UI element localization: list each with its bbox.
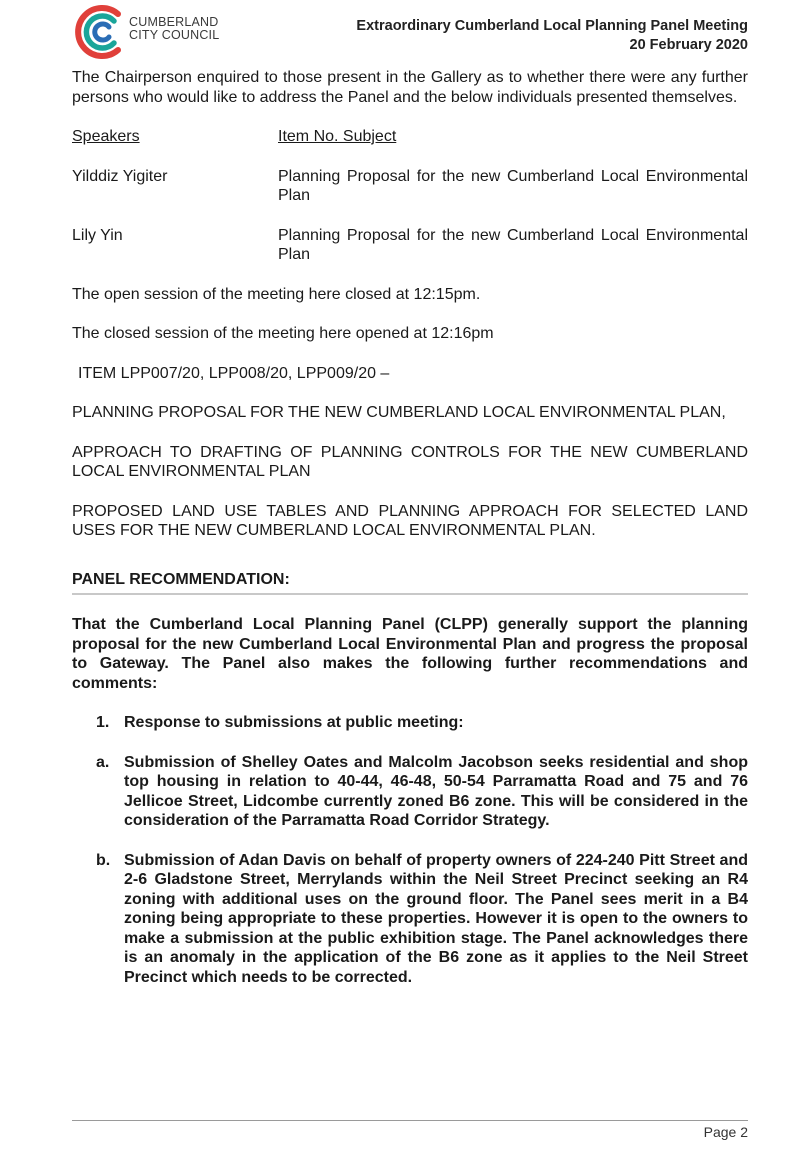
speakers-header: Speakers xyxy=(72,128,140,145)
speaker-subject: Planning Proposal for the new Cumberland Local Environmental Plan xyxy=(278,226,748,263)
item-title-1: PLANNING PROPOSAL FOR THE NEW CUMBERLAND LOCAL ENVIRONMENTAL PLAN, xyxy=(72,404,726,421)
speakers-header-row xyxy=(72,127,748,147)
speaker-row xyxy=(72,167,748,206)
footer-divider xyxy=(72,1120,748,1121)
list-item xyxy=(72,753,748,831)
meeting-date: 20 February 2020 xyxy=(629,37,748,53)
list-text: Submission of Adan Davis on behalf of property owners of 224-240 Pitt Street and 2-6 Gladstone Street, Merrylands within the Neil Street Precinct seeking an R4 zoning with additional uses on the ground floor. The Panel sees merit in a B4 zoning being appropriate to these properties. However it is open to the owners to make a submission at the public exhibition stage. The Panel acknowledges there is an anomaly in the application of the B6 zone as it applies to the Neil Street Precinct which needs to be corrected. xyxy=(124,851,748,986)
logo-line-2: CITY COUNCIL xyxy=(129,28,220,42)
speaker-name: Lily Yin xyxy=(72,226,123,244)
intro-paragraph: The Chairperson enquired to those present in the Gallery as to whether there were any further persons who would like to address the Panel and the below individuals presented themselves. xyxy=(72,69,748,106)
item-line: ITEM LPP007/20, LPP008/20, LPP009/20 – xyxy=(78,364,390,382)
list-marker: a. xyxy=(96,753,110,771)
list-marker: b. xyxy=(96,851,111,869)
council-logo-icon xyxy=(74,4,128,60)
speaker-name: Yilddiz Yigiter xyxy=(72,167,168,185)
item-title-2: APPROACH TO DRAFTING OF PLANNING CONTROLS FOR THE NEW CUMBERLAND LOCAL ENVIRONMENTAL PLAN xyxy=(72,443,748,480)
page-number: Page 2 xyxy=(703,1124,748,1140)
list-marker: 1. xyxy=(96,714,110,731)
closed-session-opened: The closed session of the meeting here opened at 12:16pm xyxy=(72,325,494,342)
speaker-row xyxy=(72,226,748,265)
list-text: Response to submissions at public meeting: xyxy=(124,714,464,731)
logo-line-1: CUMBERLAND xyxy=(129,15,219,29)
item-subject-header: Item No. Subject xyxy=(278,128,397,145)
document-body xyxy=(72,68,748,987)
open-session-closed: The open session of the meeting here closed at 12:15pm. xyxy=(72,285,481,303)
item-title-3: PROPOSED LAND USE TABLES AND PLANNING APPROACH FOR SELECTED LAND USES FOR THE NEW CUMBERLAND LOCAL ENVIRONMENTAL PLAN. xyxy=(72,502,748,539)
meeting-title: Extraordinary Cumberland Local Planning Panel Meeting xyxy=(356,18,748,34)
meeting-header xyxy=(356,17,748,55)
list-text: Submission of Shelley Oates and Malcolm Jacobson seeks residential and shop top housing in relation to 40-44, 46-48, 50-54 Parramatta Road and 75 and 76 Jellicoe Street, Lidcombe currently zoned B6 zone. This will be considered in the consideration of the Parramatta Road Corridor Strategy. xyxy=(124,753,748,829)
speaker-subject: Planning Proposal for the new Cumberland Local Environmental Plan xyxy=(278,167,748,204)
list-item xyxy=(72,851,748,988)
recommendation-heading: PANEL RECOMMENDATION: xyxy=(72,570,748,596)
logo xyxy=(74,4,234,60)
recommendation-text: That the Cumberland Local Planning Panel (CLPP) generally support the planning proposal for the new Cumberland Local Environmental Plan and progress the proposal to Gateway. The Panel also makes the following further recommendations and comments: xyxy=(72,616,748,692)
list-item xyxy=(72,713,748,733)
